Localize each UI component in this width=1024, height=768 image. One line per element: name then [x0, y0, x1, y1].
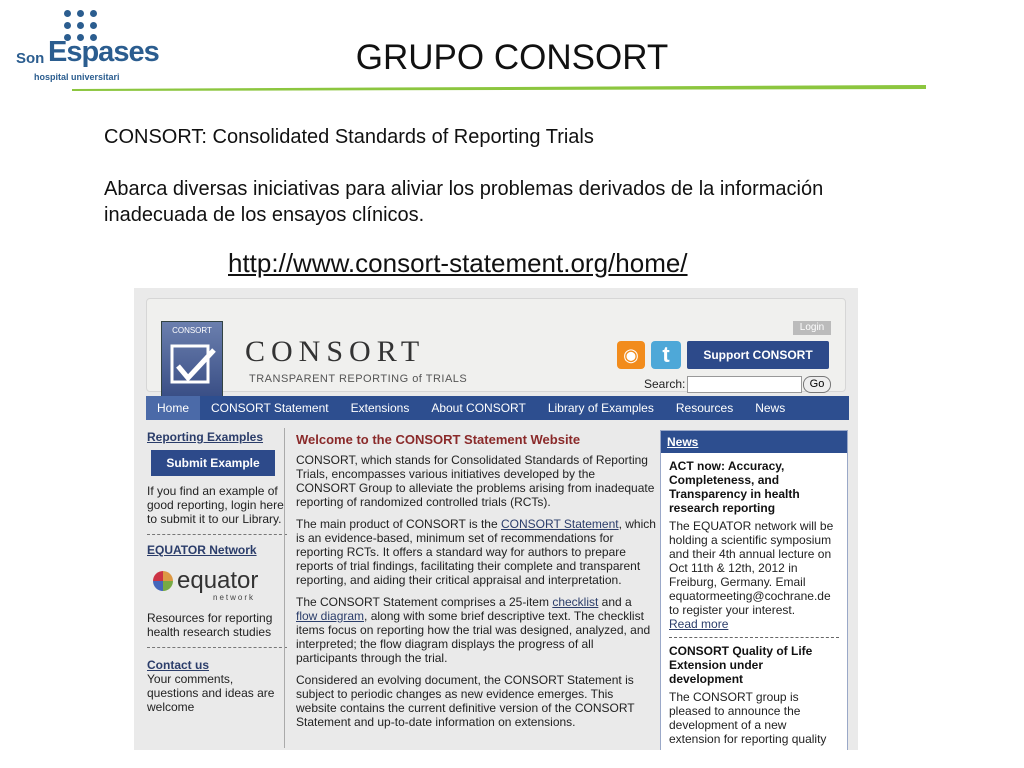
consort-tagline: TRANSPARENT REPORTING of TRIALS	[249, 373, 468, 385]
equator-logo[interactable]	[147, 565, 287, 601]
equator-globe-icon	[153, 571, 173, 591]
slide-title: GRUPO CONSORT	[355, 38, 669, 77]
checklist-link[interactable]: checklist	[552, 595, 599, 609]
website-screenshot	[134, 288, 858, 750]
news-item-text: The CONSORT group is pleased to announce the development of a new extension for reporting quality	[669, 690, 827, 746]
consort-description: Abarca diversas iniciativas para aliviar los problemas derivados de la información inadecuada de los ensayos clínicos.	[104, 178, 824, 226]
resources-text: Resources for reporting health research studies	[147, 611, 273, 639]
p3-text-b: and a	[598, 595, 632, 609]
nav-news[interactable]: News	[755, 401, 786, 415]
support-consort-button[interactable]: Support CONSORT	[687, 341, 829, 369]
main-content	[296, 432, 656, 737]
left-sidebar	[147, 430, 287, 714]
consort-logo-label: CONSORT	[172, 326, 212, 335]
nav-home[interactable]: Home	[146, 396, 200, 420]
contact-text: Your comments, questions and ideas are welcome	[147, 672, 275, 714]
green-divider	[72, 85, 926, 91]
nav-about-consort[interactable]: About CONSORT	[431, 401, 526, 415]
nav-library-of-examples[interactable]: Library of Examples	[547, 401, 654, 415]
p2-text-a: The main product of CONSORT is the	[296, 517, 501, 531]
p2-text-b: , which is an evidence-based, minimum set of recommendations for reporting RCTs. It offers a standard way for authors to prepare reports of trial findings, facilitating their complete and transparent reporting, and aiding their critical appraisal and interpretation.	[296, 517, 656, 587]
consort-statement-link[interactable]: CONSORT Statement	[500, 517, 619, 531]
nav-consort-statement[interactable]: CONSORT Statement	[211, 401, 329, 415]
submit-text: If you find an example of good reporting, login here to submit it to our Library.	[147, 484, 284, 526]
equator-logo-sub: network	[213, 593, 256, 602]
go-button[interactable]: Go	[803, 376, 831, 393]
equator-logo-text: equator	[177, 567, 259, 594]
consort-definition: CONSORT: Consolidated Standards of Reporting Trials	[104, 126, 594, 148]
consort-logo-icon	[161, 321, 223, 397]
flow-diagram-link[interactable]: flow diagram	[296, 609, 365, 623]
p3-text-c: , along with some brief descriptive text. The checklist items focus on reporting how the trial was designed, analyzed, and interpreted; the flow diagram displays the progress of all participants through the trial.	[296, 609, 651, 665]
main-nav	[146, 396, 849, 420]
search-label: Search:	[644, 377, 686, 391]
checklist-paragraph	[296, 595, 656, 665]
site-header	[146, 298, 846, 392]
twitter-icon[interactable]: t	[651, 341, 681, 369]
login-button[interactable]: Login	[793, 321, 831, 335]
rss-icon[interactable]: ◉	[617, 341, 645, 369]
main-product-paragraph	[296, 517, 656, 587]
welcome-heading: Welcome to the CONSORT Statement Website	[296, 432, 581, 447]
p3-text-a: The CONSORT Statement comprises a 25-item	[296, 595, 553, 609]
news-item-text: The EQUATOR network will be holding a scientific symposium and their 4th annual lecture on Oct 11th & 12th, 2012 in Freiburg, Germany. Email equatormeeting@cochrane.de to register your interest.	[669, 519, 834, 617]
logo-son: Son	[16, 50, 45, 67]
news-item-title[interactable]: CONSORT Quality of Life Extension under development	[669, 644, 813, 686]
column-divider	[284, 428, 285, 748]
nav-extensions[interactable]: Extensions	[350, 401, 410, 415]
consort-wordmark: CONSORT	[245, 335, 426, 368]
logo-hospital: hospital universitari	[34, 72, 120, 82]
news-panel	[660, 430, 848, 750]
nav-resources[interactable]: Resources	[675, 401, 734, 415]
news-item-title[interactable]: ACT now: Accuracy, Completeness, and Transparency in health research reporting	[669, 459, 800, 515]
read-more-link[interactable]: Read more	[669, 617, 729, 631]
reporting-examples-link[interactable]: Reporting Examples	[147, 430, 264, 444]
evolving-paragraph: Considered an evolving document, the CONSORT Statement is subject to periodic changes as new evidence emerges. This website contains the current definitive version of the CONSORT Statement and up-to-date information on extensions.	[296, 673, 635, 729]
news-heading[interactable]: News	[661, 431, 847, 453]
consort-url-link[interactable]: http://www.consort-statement.org/home/	[228, 248, 688, 278]
contact-us-link[interactable]: Contact us	[147, 658, 210, 672]
search-input[interactable]	[687, 376, 802, 393]
submit-example-button[interactable]: Submit Example	[151, 450, 275, 476]
equator-network-link[interactable]: EQUATOR Network	[147, 543, 257, 557]
intro-paragraph: CONSORT, which stands for Consolidated Standards of Reporting Trials, encompasses various initiatives developed by the CONSORT Group to alleviate the problems arising from inadequate reporting of randomized controlled trials (RCTs).	[296, 453, 655, 509]
logo-espases: Espases	[48, 36, 159, 68]
